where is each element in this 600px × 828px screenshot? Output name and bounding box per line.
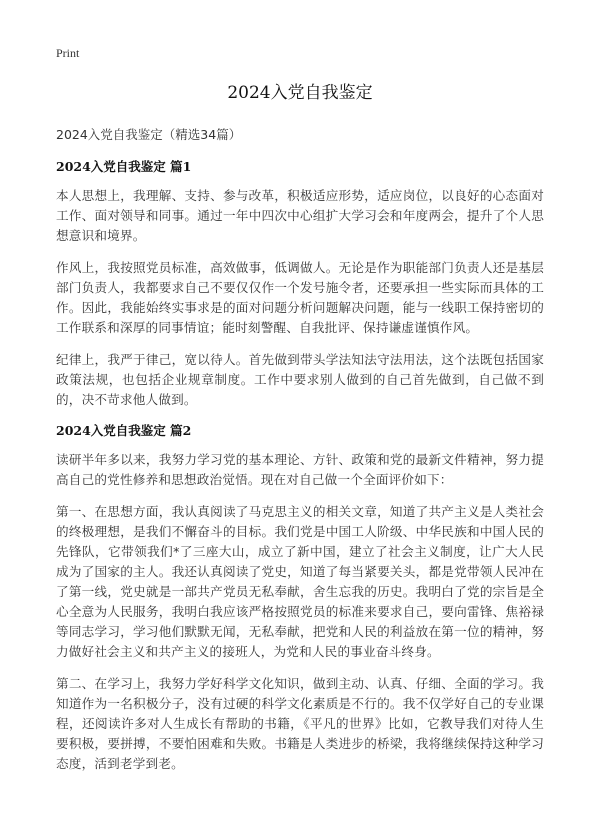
section-1 — [56, 158, 544, 410]
paragraph: 纪律上，我严于律己，宽以待人。首先做到带头学法知法守法用法，这个法既包括国家政策法规，也包括企业规章制度。工作中要求别人做到的自己首先做到，自己做不到的，决不苛求他人做到。 — [56, 352, 544, 407]
section-heading: 2024入党自我鉴定 篇1 — [56, 159, 192, 174]
section-heading: 2024入党自我鉴定 篇2 — [56, 423, 192, 438]
document-subtitle: 2024入党自我鉴定（精选34篇） — [56, 127, 242, 142]
section-2 — [56, 422, 544, 774]
paragraph: 作风上，我按照党员标准，高效做事，低调做人。无论是作为职能部门负责人还是基层部门负责人，我都要求自己不要仅仅作一个发号施令者，还要承担一些实际而具体的工作。因此，我能始终实事求是的面对问题分析问题解决问题，能与一线职工保持密切的工作联系和深厚的同事情谊；能时刻警醒、自我批评、保持谦虚谨慎作风。 — [56, 260, 544, 335]
paragraph: 本人思想上，我理解、支持、参与改革，积极适应形势，适应岗位，以良好的心态面对工作、面对领导和同事。通过一年中四次中心组扩大学习会和年度两会，提升了个人思想意识和境界。 — [56, 188, 544, 243]
paragraph: 第一、在思想方面，我认真阅读了马克思主义的相关文章，知道了共产主义是人类社会的终极理想，是我们不懈奋斗的目标。我们党是中国工人阶级、中华民族和中国人民的先锋队，它带领我们*了三座大山，成立了新中国，建立了社会主义制度，让广大人民成为了国家的主人。我还认真阅读了党史，知道了每当紧要关头，都是党带领人民冲在了第一线，党史就是一部共产党员无私奉献，舍生忘我的历史。我明白了党的宗旨是全心全意为人民服务，我明白我应该严格按照党员的标准来要求自己，要向雷锋、焦裕禄等同志学习，学习他们默默无闻，无私奉献，把党和人民的利益放在第一位的精神，努力做好社会主义和共产主义的接班人，为党和人民的事业奋斗终身。 — [56, 504, 544, 659]
document-title: 2024入党自我鉴定 — [227, 83, 373, 103]
paragraph: 读研半年多以来，我努力学习党的基本理论、方针、政策和党的最新文件精神，努力提高自己的党性修养和思想政治觉悟。现在对自己做一个全面评价如下： — [56, 452, 544, 487]
paragraph: 第二、在学习上，我努力学好科学文化知识，做到主动、认真、仔细、全面的学习。我知道作为一名积极分子，没有过硬的科学文化素质是不行的。我不仅学好自己的专业课程，还阅读许多对人生成长有帮助的书籍，《平凡的世界》比如，它教导我们对待人生要积极，要拼搏，不要怕困难和失败。书籍是人类进步的桥梁，我将继续保持这种学习态度，活到老学到老。 — [56, 676, 544, 771]
print-link[interactable]: Print — [56, 46, 80, 60]
